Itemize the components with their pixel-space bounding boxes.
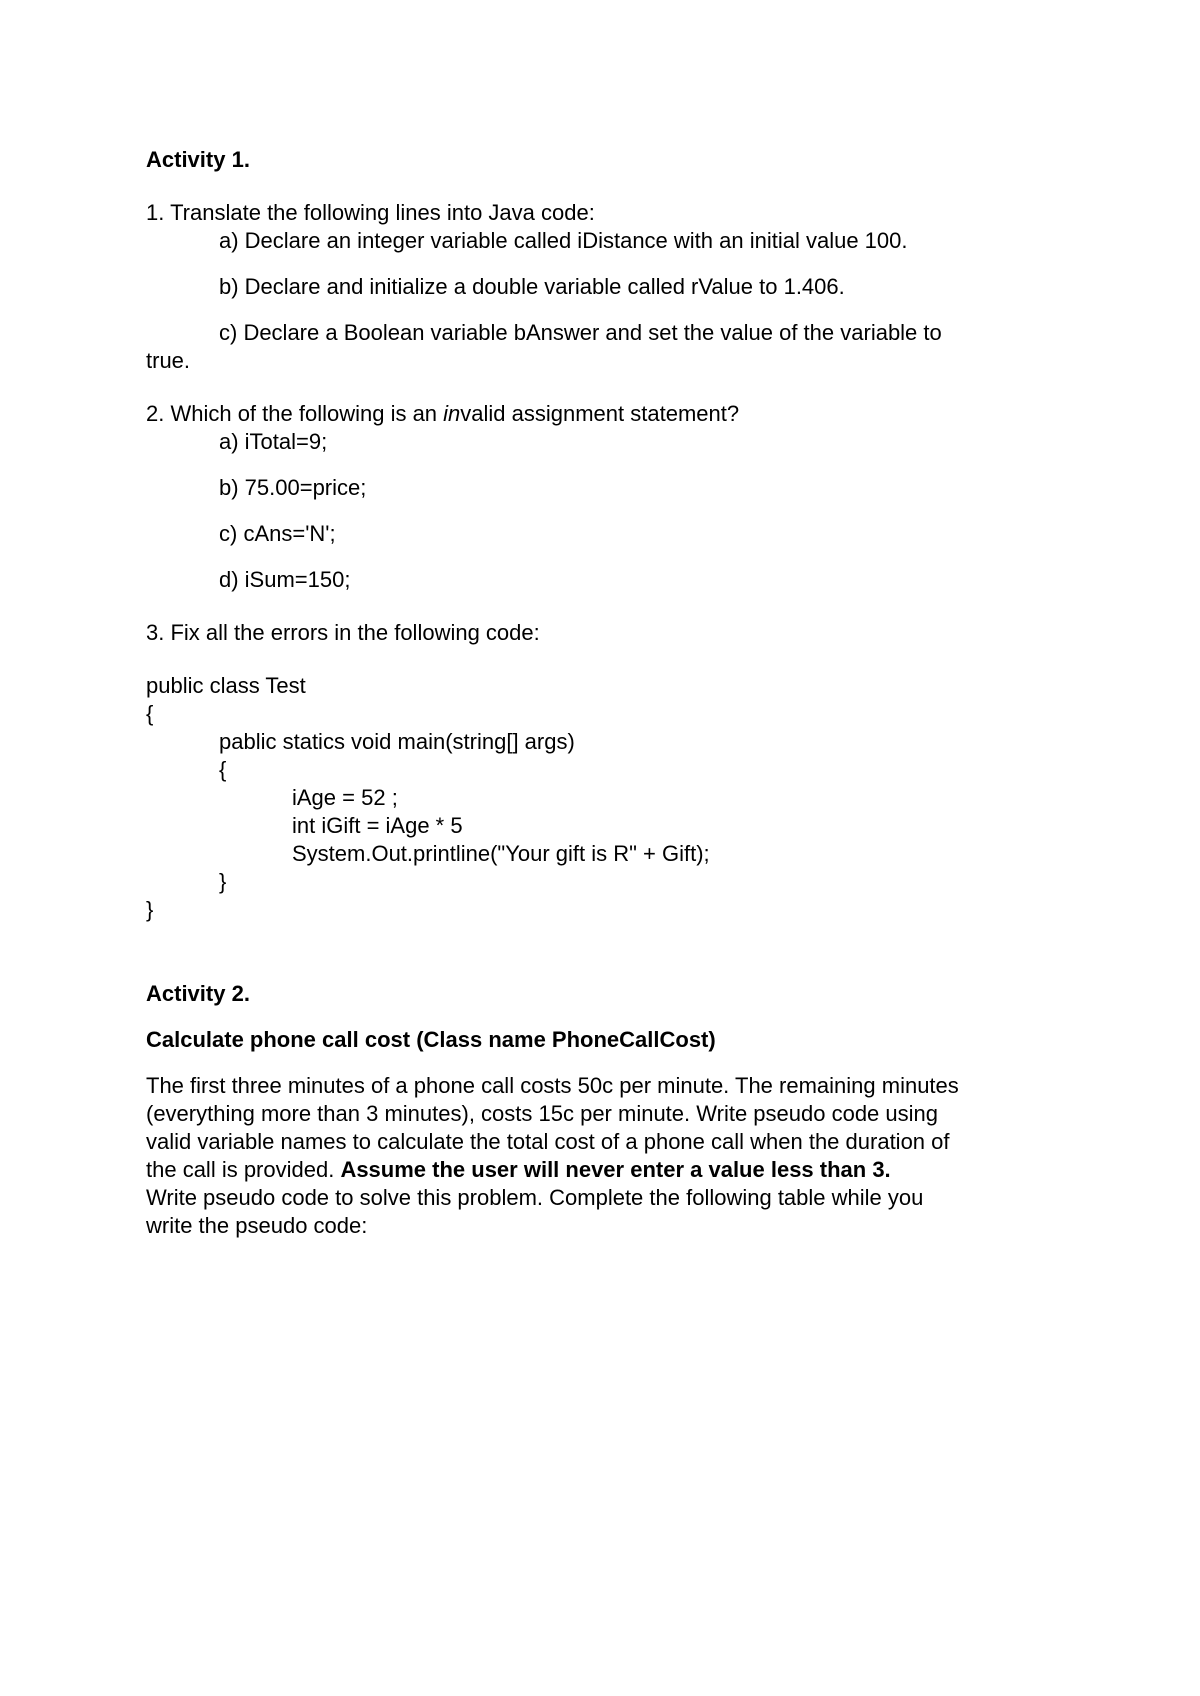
q1-option-b: b) Declare and initialize a double variable called rValue to 1.406. — [219, 274, 845, 299]
paragraph-line — [146, 1156, 1056, 1184]
q3-code-block — [146, 672, 1056, 924]
paragraph-line: The first three minutes of a phone call costs 50c per minute. The remaining minutes — [146, 1073, 959, 1098]
q1-option-a: a) Declare an integer variable called iDistance with an initial value 100. — [219, 228, 908, 253]
q2-option-d: d) iSum=150; — [219, 567, 351, 592]
code-line: { — [146, 701, 154, 726]
activity2-heading: Activity 2. — [146, 981, 250, 1006]
activity2-paragraph — [146, 1072, 1056, 1240]
q2-prompt-emphasis: in — [443, 401, 461, 426]
q2-option-c: c) cAns='N'; — [219, 521, 336, 546]
code-line: pablic statics void main(string[] args) — [219, 729, 575, 754]
paragraph-line: Write pseudo code to solve this problem. Complete the following table while you — [146, 1185, 924, 1210]
q2-option-a: a) iTotal=9; — [219, 429, 328, 454]
code-line: System.Out.printline("Your gift is R" + Gift); — [292, 841, 710, 866]
code-line: { — [219, 757, 227, 782]
q3-prompt: 3. Fix all the errors in the following code: — [146, 620, 540, 645]
activity1-heading: Activity 1. — [146, 147, 250, 172]
paragraph-line: write the pseudo code: — [146, 1213, 368, 1238]
paragraph-line: valid variable names to calculate the total cost of a phone call when the duration of — [146, 1129, 950, 1154]
code-line: int iGift = iAge * 5 — [292, 813, 463, 838]
q2-prompt — [146, 400, 1056, 428]
paragraph-text: the call is provided. — [146, 1157, 341, 1182]
q1-prompt: 1. Translate the following lines into Java code: — [146, 200, 595, 225]
q2-prompt-before: 2. Which of the following is an — [146, 401, 444, 426]
q2-option-b: b) 75.00=price; — [219, 475, 367, 500]
code-line: } — [146, 897, 154, 922]
q1-option-c-continuation: true. — [146, 348, 191, 373]
code-line: iAge = 52 ; — [292, 785, 398, 810]
code-line: public class Test — [146, 673, 306, 698]
q1-option-c: c) Declare a Boolean variable bAnswer and set the value of the variable to — [219, 320, 942, 345]
activity2-subheading: Calculate phone call cost (Class name PhoneCallCost) — [146, 1027, 716, 1052]
document-page — [146, 146, 1056, 1240]
code-line: } — [219, 869, 227, 894]
paragraph-line: (everything more than 3 minutes), costs 15c per minute. Write pseudo code using — [146, 1101, 938, 1126]
paragraph-bold-text: Assume the user will never enter a value less than 3. — [340, 1157, 891, 1182]
q2-prompt-after: valid assignment statement? — [460, 401, 740, 426]
